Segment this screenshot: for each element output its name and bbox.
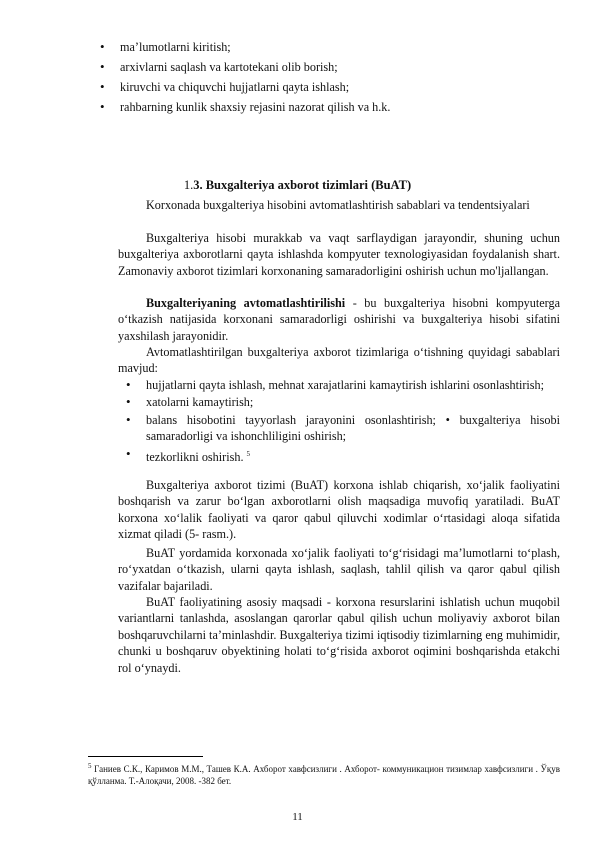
list-item: • arxivlarni saqlash va kartotekani olib borish; <box>100 57 560 77</box>
bullet-icon: • <box>100 59 105 74</box>
paragraph-automation: Buxgalteriyaning avtomatlashtirilishi - bu buxgalteriya hisobni kompyuterga o‘tkazish natijasida korxonani samaradorligi oshirishi va buxgalteriya hisobi sifatini yaxshilash jarayonidir. <box>118 296 560 343</box>
bullet-icon: • <box>126 411 131 427</box>
bullet-icon: • <box>126 394 131 410</box>
footnote-separator <box>88 756 203 757</box>
list-item: • kiruvchi va chiquvchi hujjatlarni qayta ishlash; <box>100 77 560 97</box>
term-bold: Buxgalteriyaning avtomatlashtirilishi <box>146 296 346 310</box>
bullet-icon: • <box>126 445 131 461</box>
section-number: 1. <box>183 178 194 192</box>
paragraph-accounting: Buxgalteriya hisobi murakkab va vaqt sarflaydigan jarayondir, shuning uchun buxgalteriya axborotlarni qayta ishlashda kompyuter texnologiyasidan foydalanish shart. Zamonaviy axborot tizimlari korxonaning samaradorligini oshirish uchun mo'ljallangan. <box>118 231 560 278</box>
footnote-ref[interactable]: 5 <box>246 449 251 458</box>
bullet-icon: • <box>126 377 131 392</box>
list-item: • xatolarni kamaytirish; <box>126 394 254 410</box>
footnote-marker: 5 <box>88 762 92 770</box>
list-item: • ma’lumotlarni kiritish; <box>100 37 560 57</box>
paragraph-buat: Buxgalteriya axborot tizimi (BuAT) korxona ishlab chiqarish, xo‘jalik faoliyatini boshqarish va zarur bo‘lgan axborotlarni olish maqsadiga muvofiq yaratiladi. BuAT korxona xo‘lalik faoliyati va qaror qabul qiluvchi xodimlar o‘rtasidagi aloqa sifatida xizmat qiladi (5- rasm.). <box>118 478 560 542</box>
bullet-icon: • <box>100 79 105 94</box>
bullet-icon: • <box>100 39 105 54</box>
reasons-list <box>118 377 560 466</box>
paragraph-buat-tasks: BuAT yordamida korxonada xo‘jalik faoliyati to‘g‘risidagi ma’lumotlarni to‘plash, ro‘yxatdan o‘tkazish, ularni qayta ishlash, saqlash, tahlil qilish va qaror qabul qilish vazifalar bajariladi. <box>118 546 560 593</box>
list-item: • tezkorlikni oshirish. $^5$ <box>126 445 251 464</box>
page-number: 11 <box>292 811 303 823</box>
paragraph-buat-goal: BuAT faoliyatining asosiy maqsadi - korxona resurslarini ishlatish uchun muqobil variantlarni tanlashda, asoslangan qarorlar qabul qilish uchun moliyaviy axborot bilan boshqaruvchilarni ta’minlashdir. Buxgalteriya tizimi iqtisodiy tizimlarning eng muhimidir, chunki u boshqaruv obyektining holati to‘g‘risida axborot oqimini boshqarishda etakchi rol o‘ynaydi. <box>118 595 560 675</box>
paragraph-intro: Korxonada buxgalteriya hisobini avtomatlashtirish sabablari va tendentsiyalari <box>146 198 530 212</box>
list-item: • rahbarning kunlik shaxsiy rejasini nazorat qilish va h.k. <box>100 97 560 117</box>
section-title: 3. Buxgalteriya axborot tizimlari (BuAT) <box>193 178 412 192</box>
list-item: • hujjatlarni qayta ishlash, mehnat xarajatlarini kamaytirish ishlarini osonlashtirish; <box>126 377 545 392</box>
bullet-icon: • <box>100 99 105 114</box>
list-item: • balans hisobotini tayyorlash jarayonini osonlashtirish; • buxgalteriya hisobi samaradorligi va ishonchliligini oshirish; <box>126 411 560 444</box>
paragraph-reasons-intro: Avtomatlashtirilgan buxgalteriya axborot tizimlariga o‘tishning quyidagi sabablari mavjud: <box>118 345 560 376</box>
footnote: $^5$ Ганиев С.К., Каримов М.М., Ташев К.А. Ахборот хавфсизлиги . Ахборот- коммуникацион тизимлар хавфсизлиги . Ўқув қўлланма. Т.-Алоқачи, 2008. -382 бет. <box>88 762 560 786</box>
top-bullet-list <box>100 37 560 117</box>
section-heading <box>0 178 595 193</box>
